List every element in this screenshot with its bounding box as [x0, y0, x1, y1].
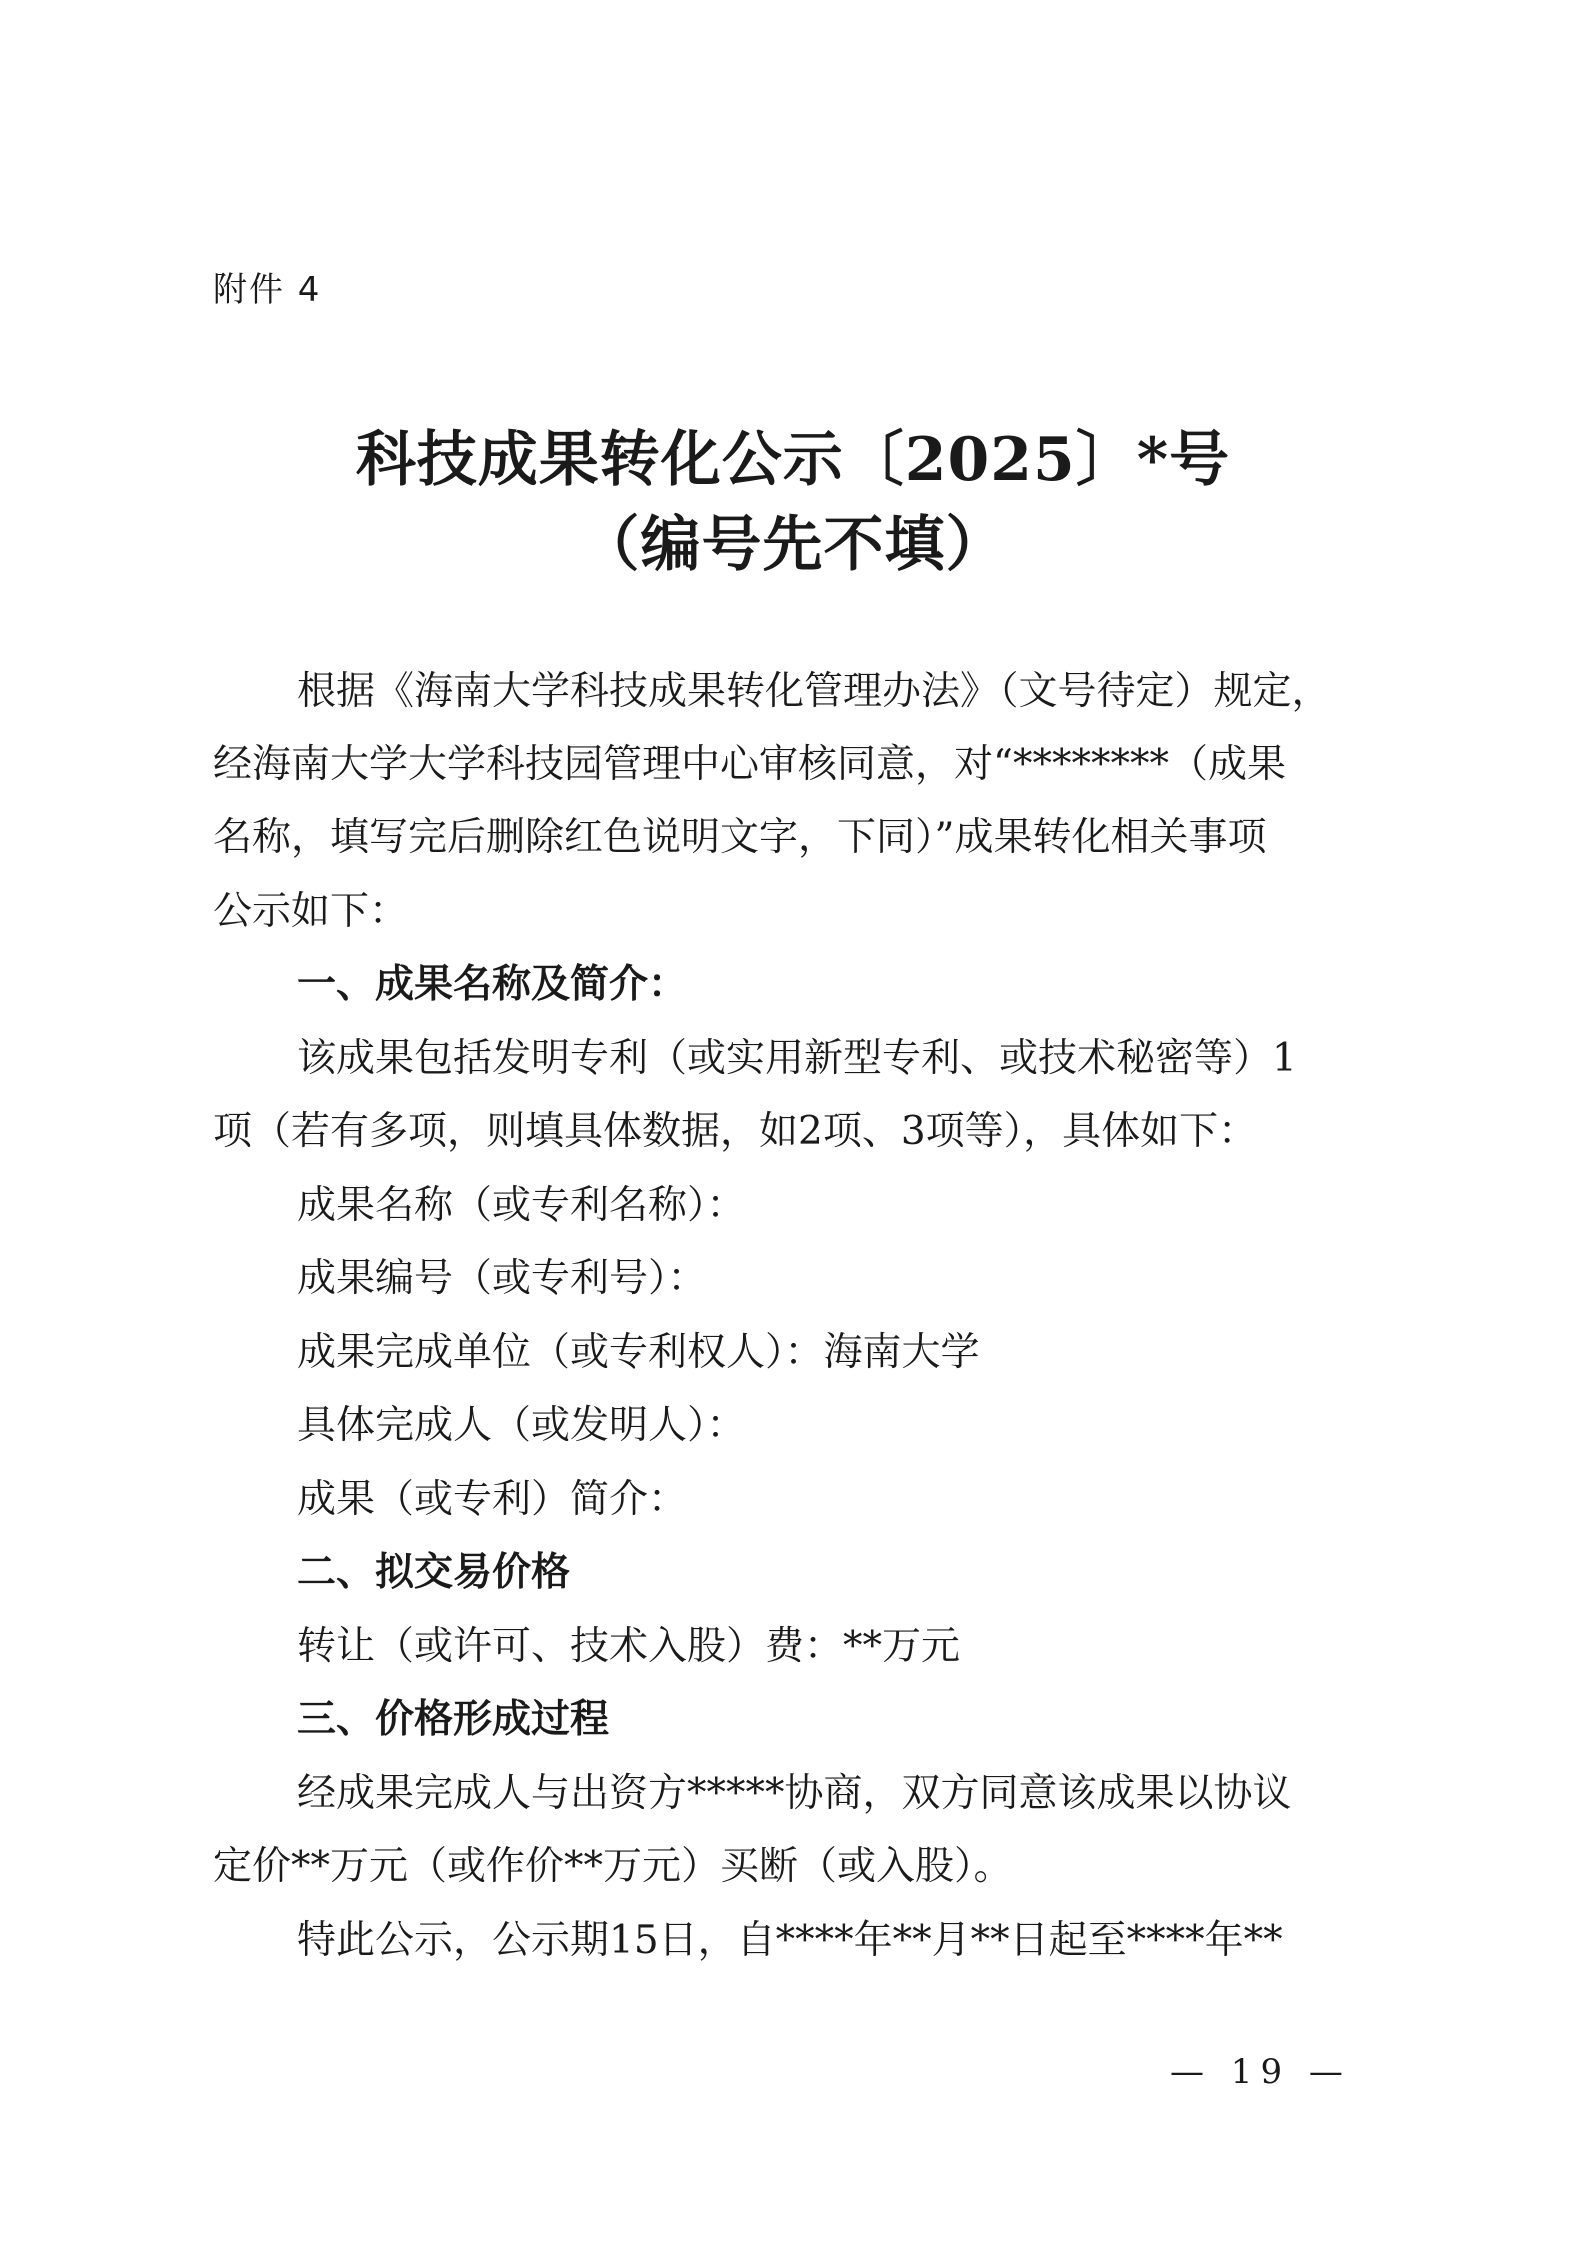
section-3-heading: 三、价格形成过程	[297, 1697, 610, 1742]
attachment-label: 附件 4	[213, 270, 322, 310]
field-completion-persons: 具体完成人（或发明人）：	[297, 1403, 746, 1448]
field-achievement-summary: 成果（或专利）简介：	[297, 1477, 688, 1522]
section-3-paragraph-line-2: 定价**万元（或作价**万元）买断（或入股）。	[213, 1844, 1013, 1889]
intro-line-2: 经海南大学大学科技园管理中心审核同意，对“********（成果	[213, 742, 1286, 787]
intro-line-3: 名称，填写完后删除红色说明文字，下同）”成果转化相关事项	[213, 815, 1267, 860]
intro-line-4: 公示如下：	[213, 889, 409, 934]
page-number: — 19 —	[1170, 2052, 1351, 2092]
transfer-fee: 转让（或许可、技术入股）费：**万元	[297, 1624, 961, 1669]
notice-line: 特此公示，公示期15日，自****年**月**日起至****年**	[297, 1918, 1283, 1963]
section-1-paragraph-line-1: 该成果包括发明专利（或实用新型专利、或技术秘密等）1	[297, 1036, 1297, 1081]
section-1-heading: 一、成果名称及简介：	[297, 962, 688, 1007]
section-1-paragraph-line-2: 项（若有多项，则填具体数据，如2项、3项等），具体如下：	[213, 1109, 1258, 1154]
document-subtitle: （编号先不填）	[579, 510, 1007, 580]
field-achievement-number: 成果编号（或专利号）：	[297, 1256, 707, 1301]
field-completion-unit: 成果完成单位（或专利权人）：海南大学	[297, 1330, 980, 1375]
section-3-paragraph-line-1: 经成果完成人与出资方*****协商，双方同意该成果以协议	[297, 1771, 1292, 1816]
field-achievement-name: 成果名称（或专利名称）：	[297, 1183, 746, 1228]
section-2-heading: 二、拟交易价格	[297, 1550, 571, 1595]
intro-line-1: 根据《海南大学科技成果转化管理办法》（文号待定）规定，	[297, 669, 1331, 714]
document-title: 科技成果转化公示〔2025〕*号	[355, 425, 1231, 495]
